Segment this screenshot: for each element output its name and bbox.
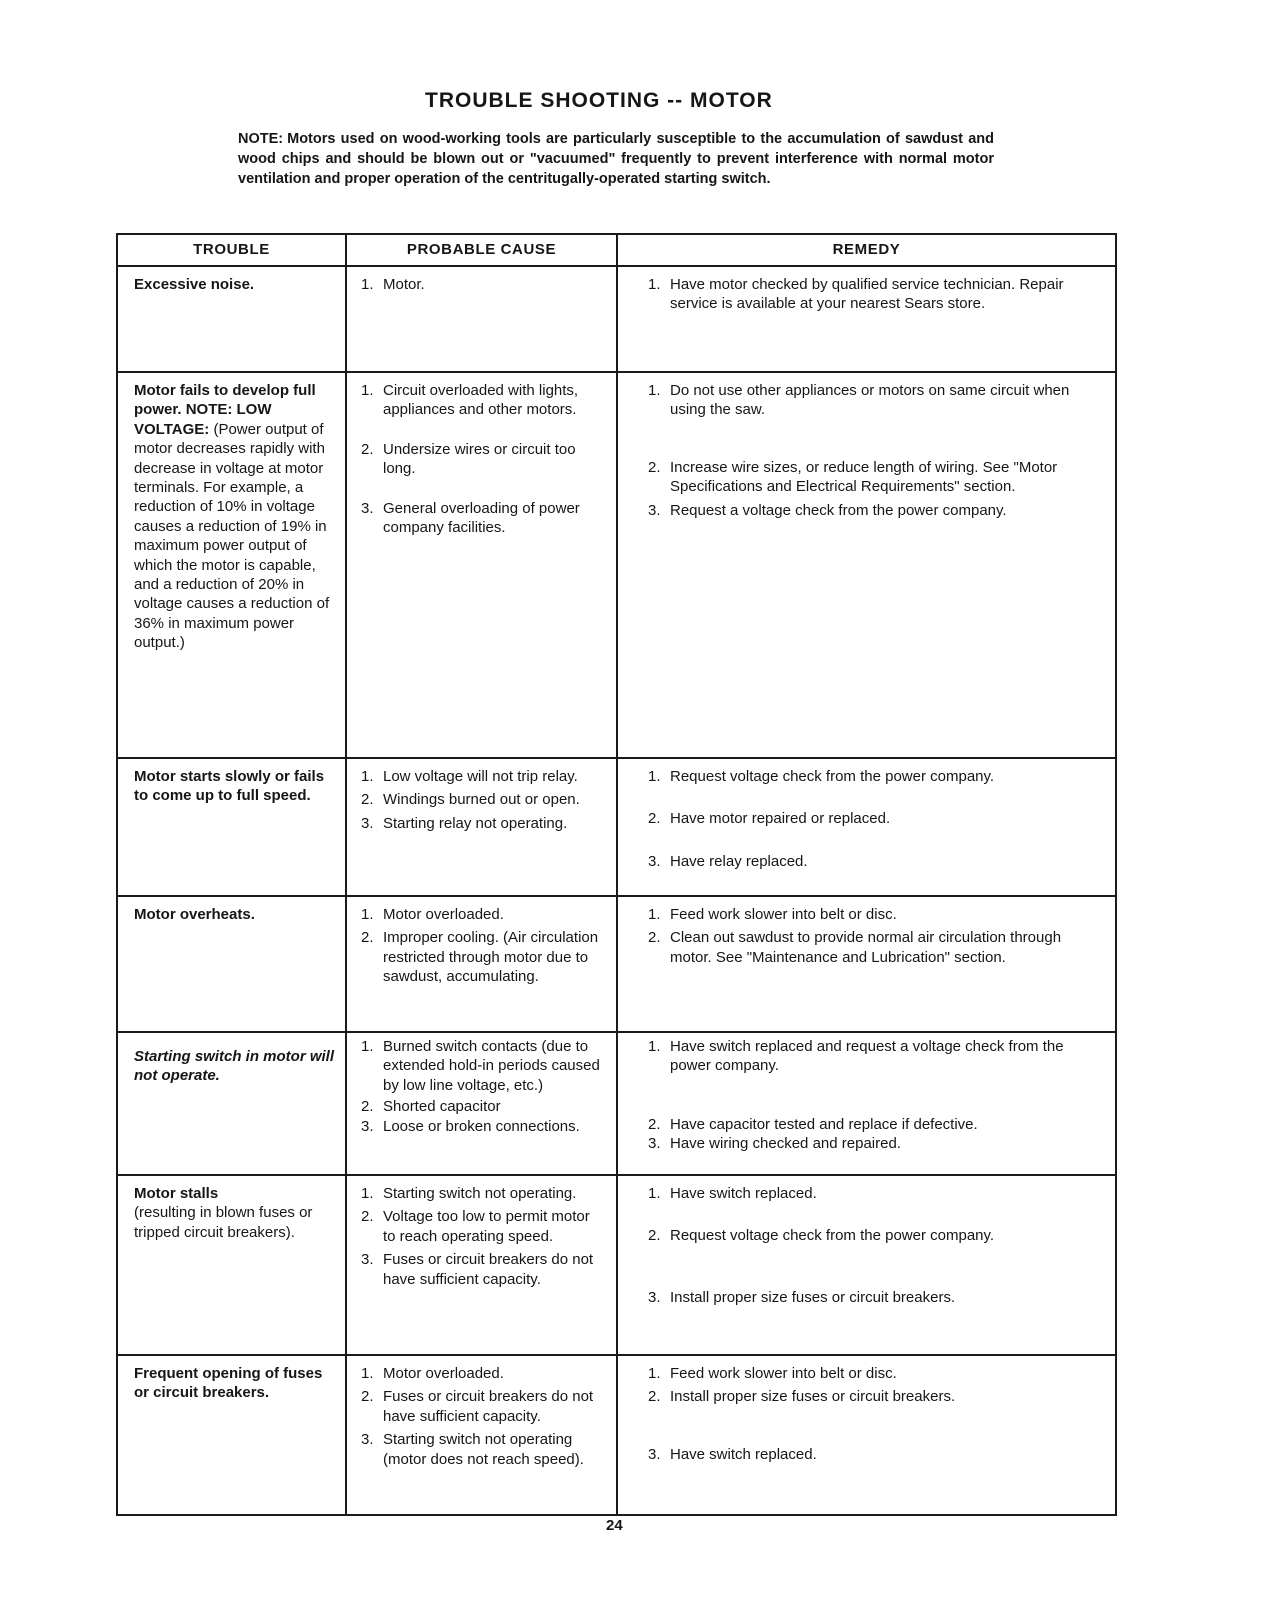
item-text: Do not use other appliances or motors on same circuit when using the saw. bbox=[670, 382, 1070, 419]
item-text: Improper cooling. (Air circulation restricted through motor due to sawdust, accumulating. bbox=[383, 929, 599, 986]
trouble-title: Motor overheats. bbox=[134, 906, 255, 923]
item-text: Feed work slower into belt or disc. bbox=[670, 1365, 897, 1382]
troubleshooting-table bbox=[116, 233, 1117, 1516]
item-number: 1. bbox=[361, 768, 374, 785]
item-number: 1. bbox=[361, 1038, 374, 1055]
item-text: Starting relay not operating. bbox=[383, 814, 568, 832]
item-text: Clean out sawdust to provide normal air circulation through motor. See "Maintenance and Lubrication" section. bbox=[670, 929, 1062, 966]
list-item bbox=[361, 814, 606, 833]
remedy-cell bbox=[617, 372, 1116, 758]
remedy-cell bbox=[617, 266, 1116, 372]
item-number: 1. bbox=[648, 1185, 661, 1202]
table-row bbox=[117, 372, 1116, 758]
trouble-title: Starting switch in motor will not operate. bbox=[134, 1048, 335, 1085]
note-text: Motors used on wood-working tools are particularly susceptible to the accumulation of sawdust and wood chips and should be blown out or "vacuumed" frequently to prevent interference with normal motor ventilation and proper operation of the centritugally-operated starting switch. bbox=[238, 131, 994, 187]
item-number: 1. bbox=[361, 276, 374, 293]
item-text: Have switch replaced. bbox=[670, 1185, 817, 1202]
list-item bbox=[361, 1207, 606, 1246]
list-item bbox=[648, 1387, 1105, 1406]
remedy-cell bbox=[617, 1032, 1116, 1175]
item-text: Increase wire sizes, or reduce length of wiring. See "Motor Specifications and Electrical Requirements" section. bbox=[670, 458, 1058, 496]
item-text: Motor overloaded. bbox=[383, 1365, 504, 1382]
item-number: 3. bbox=[648, 501, 661, 519]
table-row bbox=[117, 1175, 1116, 1355]
item-text: Windings burned out or open. bbox=[383, 791, 580, 809]
list-item bbox=[361, 1117, 606, 1136]
list-item bbox=[648, 905, 1105, 924]
list-item bbox=[648, 809, 1105, 828]
list-item bbox=[648, 1115, 1105, 1134]
cause-cell bbox=[346, 1355, 617, 1515]
item-number: 2. bbox=[648, 810, 661, 828]
trouble-cell bbox=[117, 1355, 346, 1515]
trouble-title: Motor stalls bbox=[134, 1185, 219, 1202]
list-item bbox=[648, 767, 1105, 786]
item-number: 1. bbox=[648, 1365, 661, 1382]
item-text: Request voltage check from the power company. bbox=[670, 1227, 995, 1245]
list-item bbox=[648, 1445, 1105, 1464]
table-row bbox=[117, 896, 1116, 1032]
item-text: Voltage too low to permit motor to reach operating speed. bbox=[383, 1208, 590, 1245]
trouble-cell bbox=[117, 1032, 346, 1175]
item-number: 3. bbox=[648, 1135, 661, 1153]
list-item bbox=[361, 1097, 606, 1116]
list-item bbox=[648, 381, 1105, 420]
item-text: Have switch replaced. bbox=[670, 1445, 817, 1463]
motor-note bbox=[238, 129, 994, 189]
table-row bbox=[117, 1032, 1116, 1175]
cause-cell bbox=[346, 266, 617, 372]
list-item bbox=[361, 928, 606, 986]
trouble-title: Frequent opening of fuses or circuit breakers. bbox=[134, 1365, 323, 1402]
item-number: 2. bbox=[361, 440, 374, 458]
item-text: Fuses or circuit breakers do not have sufficient capacity. bbox=[383, 1388, 594, 1425]
item-text: Request voltage check from the power company. bbox=[670, 768, 995, 785]
list-item bbox=[361, 1037, 606, 1095]
header-probable-cause: PROBABLE CAUSE bbox=[346, 234, 617, 266]
item-text: Fuses or circuit breakers do not have sufficient capacity. bbox=[383, 1251, 594, 1288]
trouble-cell bbox=[117, 1175, 346, 1355]
item-number: 2. bbox=[648, 1388, 661, 1406]
item-number: 2. bbox=[648, 1227, 661, 1245]
item-number: 1. bbox=[648, 382, 661, 399]
list-item bbox=[648, 1037, 1105, 1076]
list-item bbox=[648, 1184, 1105, 1203]
table-row bbox=[117, 1355, 1116, 1515]
item-number: 2. bbox=[648, 1115, 661, 1133]
cause-cell bbox=[346, 758, 617, 896]
page-title: TROUBLE SHOOTING -- MOTOR bbox=[425, 89, 773, 112]
list-item bbox=[361, 1364, 606, 1383]
list-item bbox=[648, 1134, 1105, 1153]
item-text: Install proper size fuses or circuit breakers. bbox=[670, 1388, 956, 1406]
item-text: Shorted capacitor bbox=[383, 1098, 501, 1116]
item-text: Feed work slower into belt or disc. bbox=[670, 906, 897, 923]
trouble-title: Motor starts slowly or fails to come up to full speed. bbox=[134, 768, 325, 805]
list-item bbox=[648, 458, 1105, 497]
item-number: 3. bbox=[648, 1445, 661, 1463]
item-number: 3. bbox=[648, 852, 661, 870]
item-number: 1. bbox=[648, 1038, 661, 1055]
item-text: Have motor checked by qualified service technician. Repair service is available at your nearest Sears store. bbox=[670, 276, 1064, 313]
list-item bbox=[361, 275, 606, 294]
cause-cell bbox=[346, 896, 617, 1032]
cause-cell bbox=[346, 1032, 617, 1175]
item-number: 1. bbox=[361, 906, 374, 923]
item-text: Have motor repaired or replaced. bbox=[670, 810, 891, 828]
header-trouble: TROUBLE bbox=[117, 234, 346, 266]
item-text: Install proper size fuses or circuit breakers. bbox=[670, 1288, 956, 1306]
remedy-cell bbox=[617, 896, 1116, 1032]
item-number: 3. bbox=[361, 499, 374, 517]
trouble-note-text: (resulting in blown fuses or tripped circuit breakers). bbox=[134, 1204, 313, 1241]
item-text: Burned switch contacts (due to extended hold-in periods caused by low line voltage, etc.) bbox=[383, 1038, 600, 1094]
list-item bbox=[648, 275, 1105, 314]
trouble-cell bbox=[117, 372, 346, 758]
item-number: 3. bbox=[648, 1288, 661, 1306]
item-text: Have capacitor tested and replace if defective. bbox=[670, 1115, 978, 1133]
item-text: Circuit overloaded with lights, appliances and other motors. bbox=[383, 382, 579, 419]
item-text: Motor. bbox=[383, 276, 425, 293]
page-number: 24 bbox=[606, 1517, 623, 1534]
table-row bbox=[117, 266, 1116, 372]
list-item bbox=[361, 790, 606, 809]
item-text: Have switch replaced and request a voltage check from the power company. bbox=[670, 1038, 1064, 1075]
item-number: 2. bbox=[361, 1098, 374, 1116]
list-item bbox=[648, 1364, 1105, 1383]
list-item bbox=[361, 1184, 606, 1203]
list-item bbox=[361, 381, 606, 420]
item-text: Have relay replaced. bbox=[670, 852, 808, 870]
item-number: 2. bbox=[648, 458, 661, 476]
item-text: Have wiring checked and repaired. bbox=[670, 1135, 901, 1153]
trouble-title: Motor fails to develop full power. bbox=[134, 382, 316, 419]
item-number: 1. bbox=[648, 276, 661, 293]
header-remedy: REMEDY bbox=[617, 234, 1116, 266]
trouble-title: Excessive noise. bbox=[134, 276, 255, 293]
item-text: Starting switch not operating. bbox=[383, 1185, 577, 1202]
item-number: 1. bbox=[361, 1185, 374, 1202]
remedy-cell bbox=[617, 1175, 1116, 1355]
trouble-cell bbox=[117, 266, 346, 372]
item-text: Low voltage will not trip relay. bbox=[383, 768, 578, 785]
list-item bbox=[648, 1226, 1105, 1245]
item-number: 2. bbox=[361, 929, 374, 947]
item-text: Request a voltage check from the power company. bbox=[670, 501, 1007, 519]
trouble-cell bbox=[117, 758, 346, 896]
cause-cell bbox=[346, 372, 617, 758]
item-number: 3. bbox=[361, 1431, 374, 1449]
item-number: 2. bbox=[361, 791, 374, 809]
remedy-cell bbox=[617, 758, 1116, 896]
list-item bbox=[361, 440, 606, 479]
item-number: 3. bbox=[361, 1117, 374, 1135]
item-text: Loose or broken connections. bbox=[383, 1117, 580, 1135]
item-text: Undersize wires or circuit too long. bbox=[383, 440, 576, 478]
list-item bbox=[361, 499, 606, 538]
item-number: 2. bbox=[361, 1208, 374, 1226]
table-header-row bbox=[117, 234, 1116, 266]
item-number: 3. bbox=[361, 814, 374, 832]
item-number: 3. bbox=[361, 1251, 374, 1269]
list-item bbox=[648, 501, 1105, 520]
item-number: 1. bbox=[648, 768, 661, 785]
list-item bbox=[648, 928, 1105, 967]
trouble-cell bbox=[117, 896, 346, 1032]
table-row bbox=[117, 758, 1116, 896]
list-item bbox=[361, 1430, 606, 1469]
item-number: 1. bbox=[361, 382, 374, 399]
list-item bbox=[648, 852, 1105, 871]
list-item bbox=[361, 1250, 606, 1289]
list-item bbox=[361, 1387, 606, 1426]
note-label: NOTE: bbox=[238, 131, 284, 147]
list-item bbox=[361, 905, 606, 924]
item-text: Starting switch not operating (motor does not reach speed). bbox=[383, 1431, 584, 1468]
list-item bbox=[648, 1288, 1105, 1307]
list-item bbox=[361, 767, 606, 786]
item-number: 2. bbox=[648, 929, 661, 947]
trouble-note-text: (Power output of motor decreases rapidly with decrease in voltage at motor terminals. For example, a reduction of 10% in voltage causes a reduction of 19% in maximum power output of which the motor is capable, and a reduction of 20% in voltage causes a reduction of 36% in maximum power output.) bbox=[134, 420, 330, 652]
trouble-note-label: NOTE: LOW VOLTAGE: bbox=[134, 401, 272, 438]
cause-cell bbox=[346, 1175, 617, 1355]
item-number: 1. bbox=[648, 906, 661, 923]
item-number: 1. bbox=[361, 1365, 374, 1382]
item-number: 2. bbox=[361, 1388, 374, 1406]
item-text: General overloading of power company facilities. bbox=[383, 499, 580, 537]
item-text: Motor overloaded. bbox=[383, 906, 504, 923]
remedy-cell bbox=[617, 1355, 1116, 1515]
